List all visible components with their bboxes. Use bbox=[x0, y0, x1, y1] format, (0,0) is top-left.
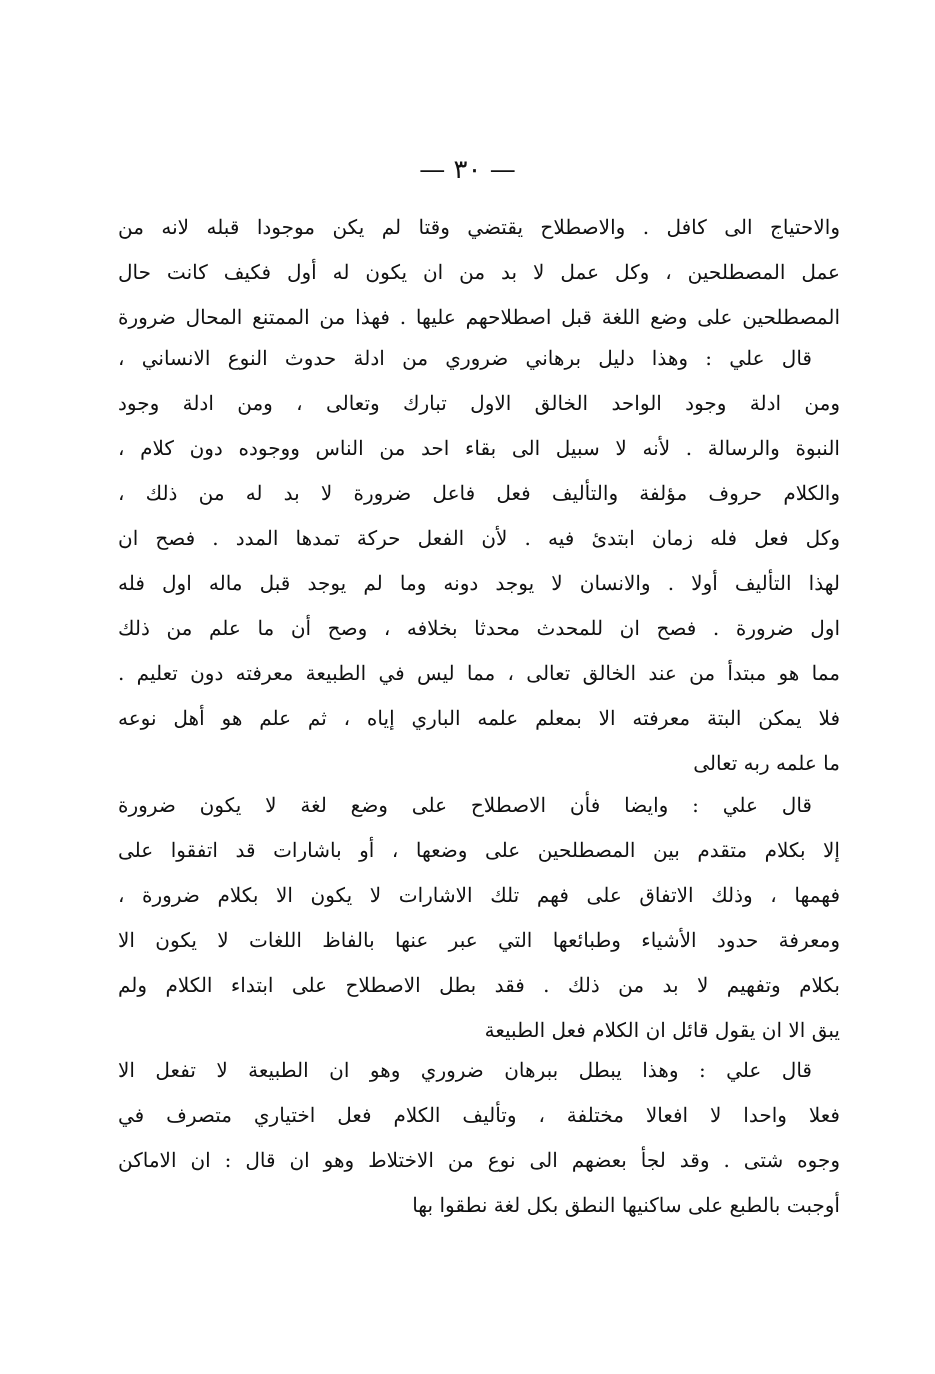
text-line: قال علي : وايضا فأن الاصطلاح على وضع لغة لا يكون ضرورة bbox=[118, 793, 812, 817]
text-line: ومن ادلة وجود الواحد الخالق الاول تبارك وتعالى ، ومن ادلة وجود bbox=[118, 391, 840, 415]
text-line: المصطلحين على وضع اللغة قبل اصطلاحهم عليها . فهذا من الممتنع المحال ضرورة bbox=[118, 305, 840, 329]
text-line: يبق الا ان يقول قائل ان الكلام فعل الطبيعة bbox=[484, 1018, 840, 1042]
text-line: ما علمه ربه تعالى bbox=[693, 751, 840, 775]
text-line: وجوه شتى . وقد لجأ بعضهم الى نوع من الاختلاط وهو ان قال : ان الاماكن bbox=[118, 1148, 840, 1172]
text-line: قال علي : وهذا يبطل ببرهان ضروري وهو ان الطبيعة لا تفعل الا bbox=[118, 1058, 812, 1082]
text-line: أوجبت بالطبع على ساكنيها النطق بكل لغة نطقوا بها bbox=[412, 1193, 840, 1217]
text-line: فعلا واحدا لا افعالا مختلفة ، وتأليف الكلام فعل اختياري متصرف في bbox=[118, 1103, 840, 1127]
text-line: إلا بكلام متقدم بين المصطلحين على وضعها ، أو باشارات قد اتفقوا على bbox=[118, 838, 840, 862]
text-line: عمل المصطلحين ، وكل عمل لا بد من ان يكون له أول فكيف كانت حال bbox=[118, 260, 840, 284]
paragraph-1 bbox=[118, 205, 840, 340]
paragraph-4 bbox=[118, 1048, 840, 1228]
text-line: وكل فعل فله زمان ابتدئ فيه . لأن الفعل حركة تمدها المدد . فصح ان bbox=[118, 526, 840, 550]
paragraph-2 bbox=[118, 336, 840, 786]
text-line: مما هو مبتدأ من عند الخالق تعالى ، مما ليس في الطبيعة معرفته دون تعليم . bbox=[118, 661, 840, 685]
text-line: قال علي : وهذا دليل برهاني ضروري من ادلة حدوث النوع الانساني ، bbox=[118, 346, 812, 370]
text-line: فلا يمكن البتة معرفته الا بمعلم علمه الباري إياه ، ثم علم هو أهل نوعه bbox=[118, 706, 840, 730]
text-line: بكلام وتفهيم لا بد من ذلك . فقد بطل الاصطلاح على ابتداء الكلام ولم bbox=[118, 973, 840, 997]
text-line: لهذا التأليف أولا . والانسان لا يوجد دونه وما لم يوجد قبل ماله اول فله bbox=[118, 571, 840, 595]
text-line: والاحتياج الى كافل . والاصطلاح يقتضي وقتا لم يكن موجودا قبله لانه من bbox=[118, 215, 840, 239]
text-line: النبوة والرسالة . لأنه لا سبيل الى بقاء احد من الناس ووجوده دون كلام ، bbox=[118, 436, 840, 460]
text-line: والكلام حروف مؤلفة والتأليف فعل فاعل ضرورة لا بد له من ذلك ، bbox=[118, 481, 840, 505]
text-line: فهمها ، وذلك الاتفاق على فهم تلك الاشارات لا يكون الا بكلام ضرورة ، bbox=[118, 883, 840, 907]
page-number: — ٣٠ — bbox=[419, 155, 516, 185]
text-line: ومعرفة حدود الأشياء وطبائعها التي عبر عنها بالفاظ اللغات لا يكون الا bbox=[118, 928, 840, 952]
text-line: اول ضرورة . فصح ان للمحدث محدثا بخلافه ، وصح أن ما علم من ذلك bbox=[118, 616, 840, 640]
paragraph-3 bbox=[118, 783, 840, 1053]
